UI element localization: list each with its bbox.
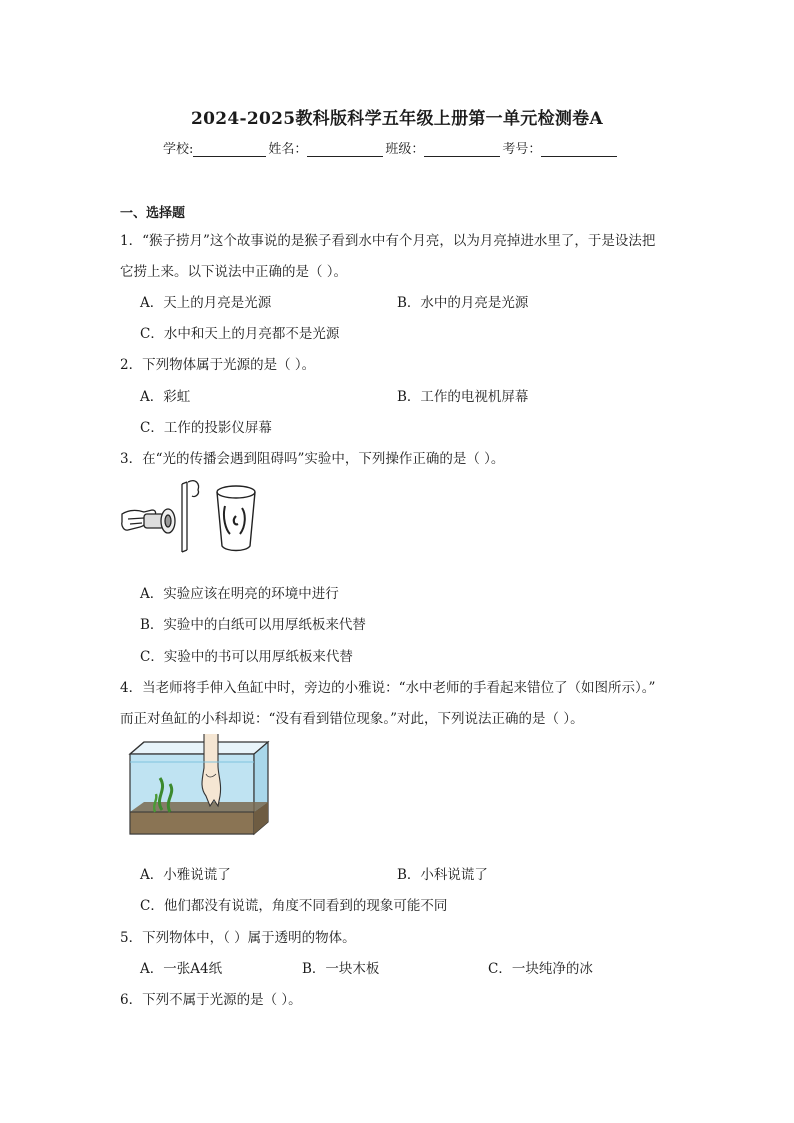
question-4-line-1: 4．当老师将手伸入鱼缸中时，旁边的小雅说：“水中老师的手看起来错位了（如图所示）。” [120, 680, 656, 696]
question-5-line-1: 5．下列物体中，（ ）属于透明的物体。 [120, 930, 356, 946]
question-4-option-a[interactable]: A．小雅说谎了 [140, 867, 231, 883]
paper-screen-icon [182, 481, 199, 552]
fish-tank-illustration [122, 734, 272, 838]
question-2-option-c[interactable]: C．工作的投影仪屏幕 [140, 420, 272, 436]
question-1-line-2: 它捞上来。以下说法中正确的是（ ）。 [120, 264, 348, 280]
question-4-option-b[interactable]: B．小科说谎了 [397, 867, 488, 883]
question-1-line-1: 1．“猴子捞月”这个故事说的是猴子看到水中有个月亮，以为月亮掉进水里了，于是设法把 [120, 233, 656, 249]
question-4-option-c[interactable]: C．他们都没有说谎，角度不同看到的现象可能不同 [140, 898, 448, 914]
school-blank[interactable] [193, 142, 266, 157]
fish-tank-icon [130, 734, 268, 834]
number-label: 考号： [502, 142, 542, 157]
question-5-option-a[interactable]: A．一张A4纸 [140, 961, 223, 977]
question-3-option-b[interactable]: B．实验中的白纸可以用厚纸板来代替 [140, 617, 366, 633]
page-title: 2024-2025教科版科学五年级上册第一单元检测卷A [191, 109, 603, 129]
number-blank[interactable] [541, 142, 617, 157]
question-1-option-a[interactable]: A．天上的月亮是光源 [140, 295, 272, 311]
question-5-option-c[interactable]: C．一块纯净的冰 [488, 961, 593, 977]
school-label: 学校: [163, 142, 194, 157]
question-6-line-1: 6．下列不属于光源的是（ ）。 [120, 992, 302, 1008]
question-5-option-b[interactable]: B．一块木板 [302, 961, 380, 977]
class-label: 班级： [385, 142, 425, 157]
name-label: 姓名： [268, 142, 308, 157]
question-2-option-a[interactable]: A．彩虹 [140, 389, 191, 405]
cup-icon [217, 486, 255, 551]
hand-flashlight-icon [122, 509, 175, 533]
experiment-illustration [118, 474, 268, 556]
name-blank[interactable] [307, 142, 383, 157]
class-blank[interactable] [424, 142, 500, 157]
question-1-option-c[interactable]: C．水中和天上的月亮都不是光源 [140, 326, 340, 342]
question-1-option-b[interactable]: B．水中的月亮是光源 [397, 295, 529, 311]
question-2-option-b[interactable]: B．工作的电视机屏幕 [397, 389, 529, 405]
question-3-option-c[interactable]: C．实验中的书可以用厚纸板来代替 [140, 649, 353, 665]
question-3-line-1: 3．在“光的传播会遇到阻碍吗”实验中，下列操作正确的是（ ）。 [120, 451, 505, 467]
question-3-option-a[interactable]: A．实验应该在明亮的环境中进行 [140, 586, 339, 602]
question-4-line-2: 而正对鱼缸的小科却说：“没有看到错位现象。”对此，下列说法正确的是（ ）。 [120, 711, 584, 727]
question-2-line-1: 2．下列物体属于光源的是（ ）。 [120, 357, 316, 373]
section-heading: 一、选择题 [120, 206, 186, 221]
student-info [163, 138, 619, 157]
